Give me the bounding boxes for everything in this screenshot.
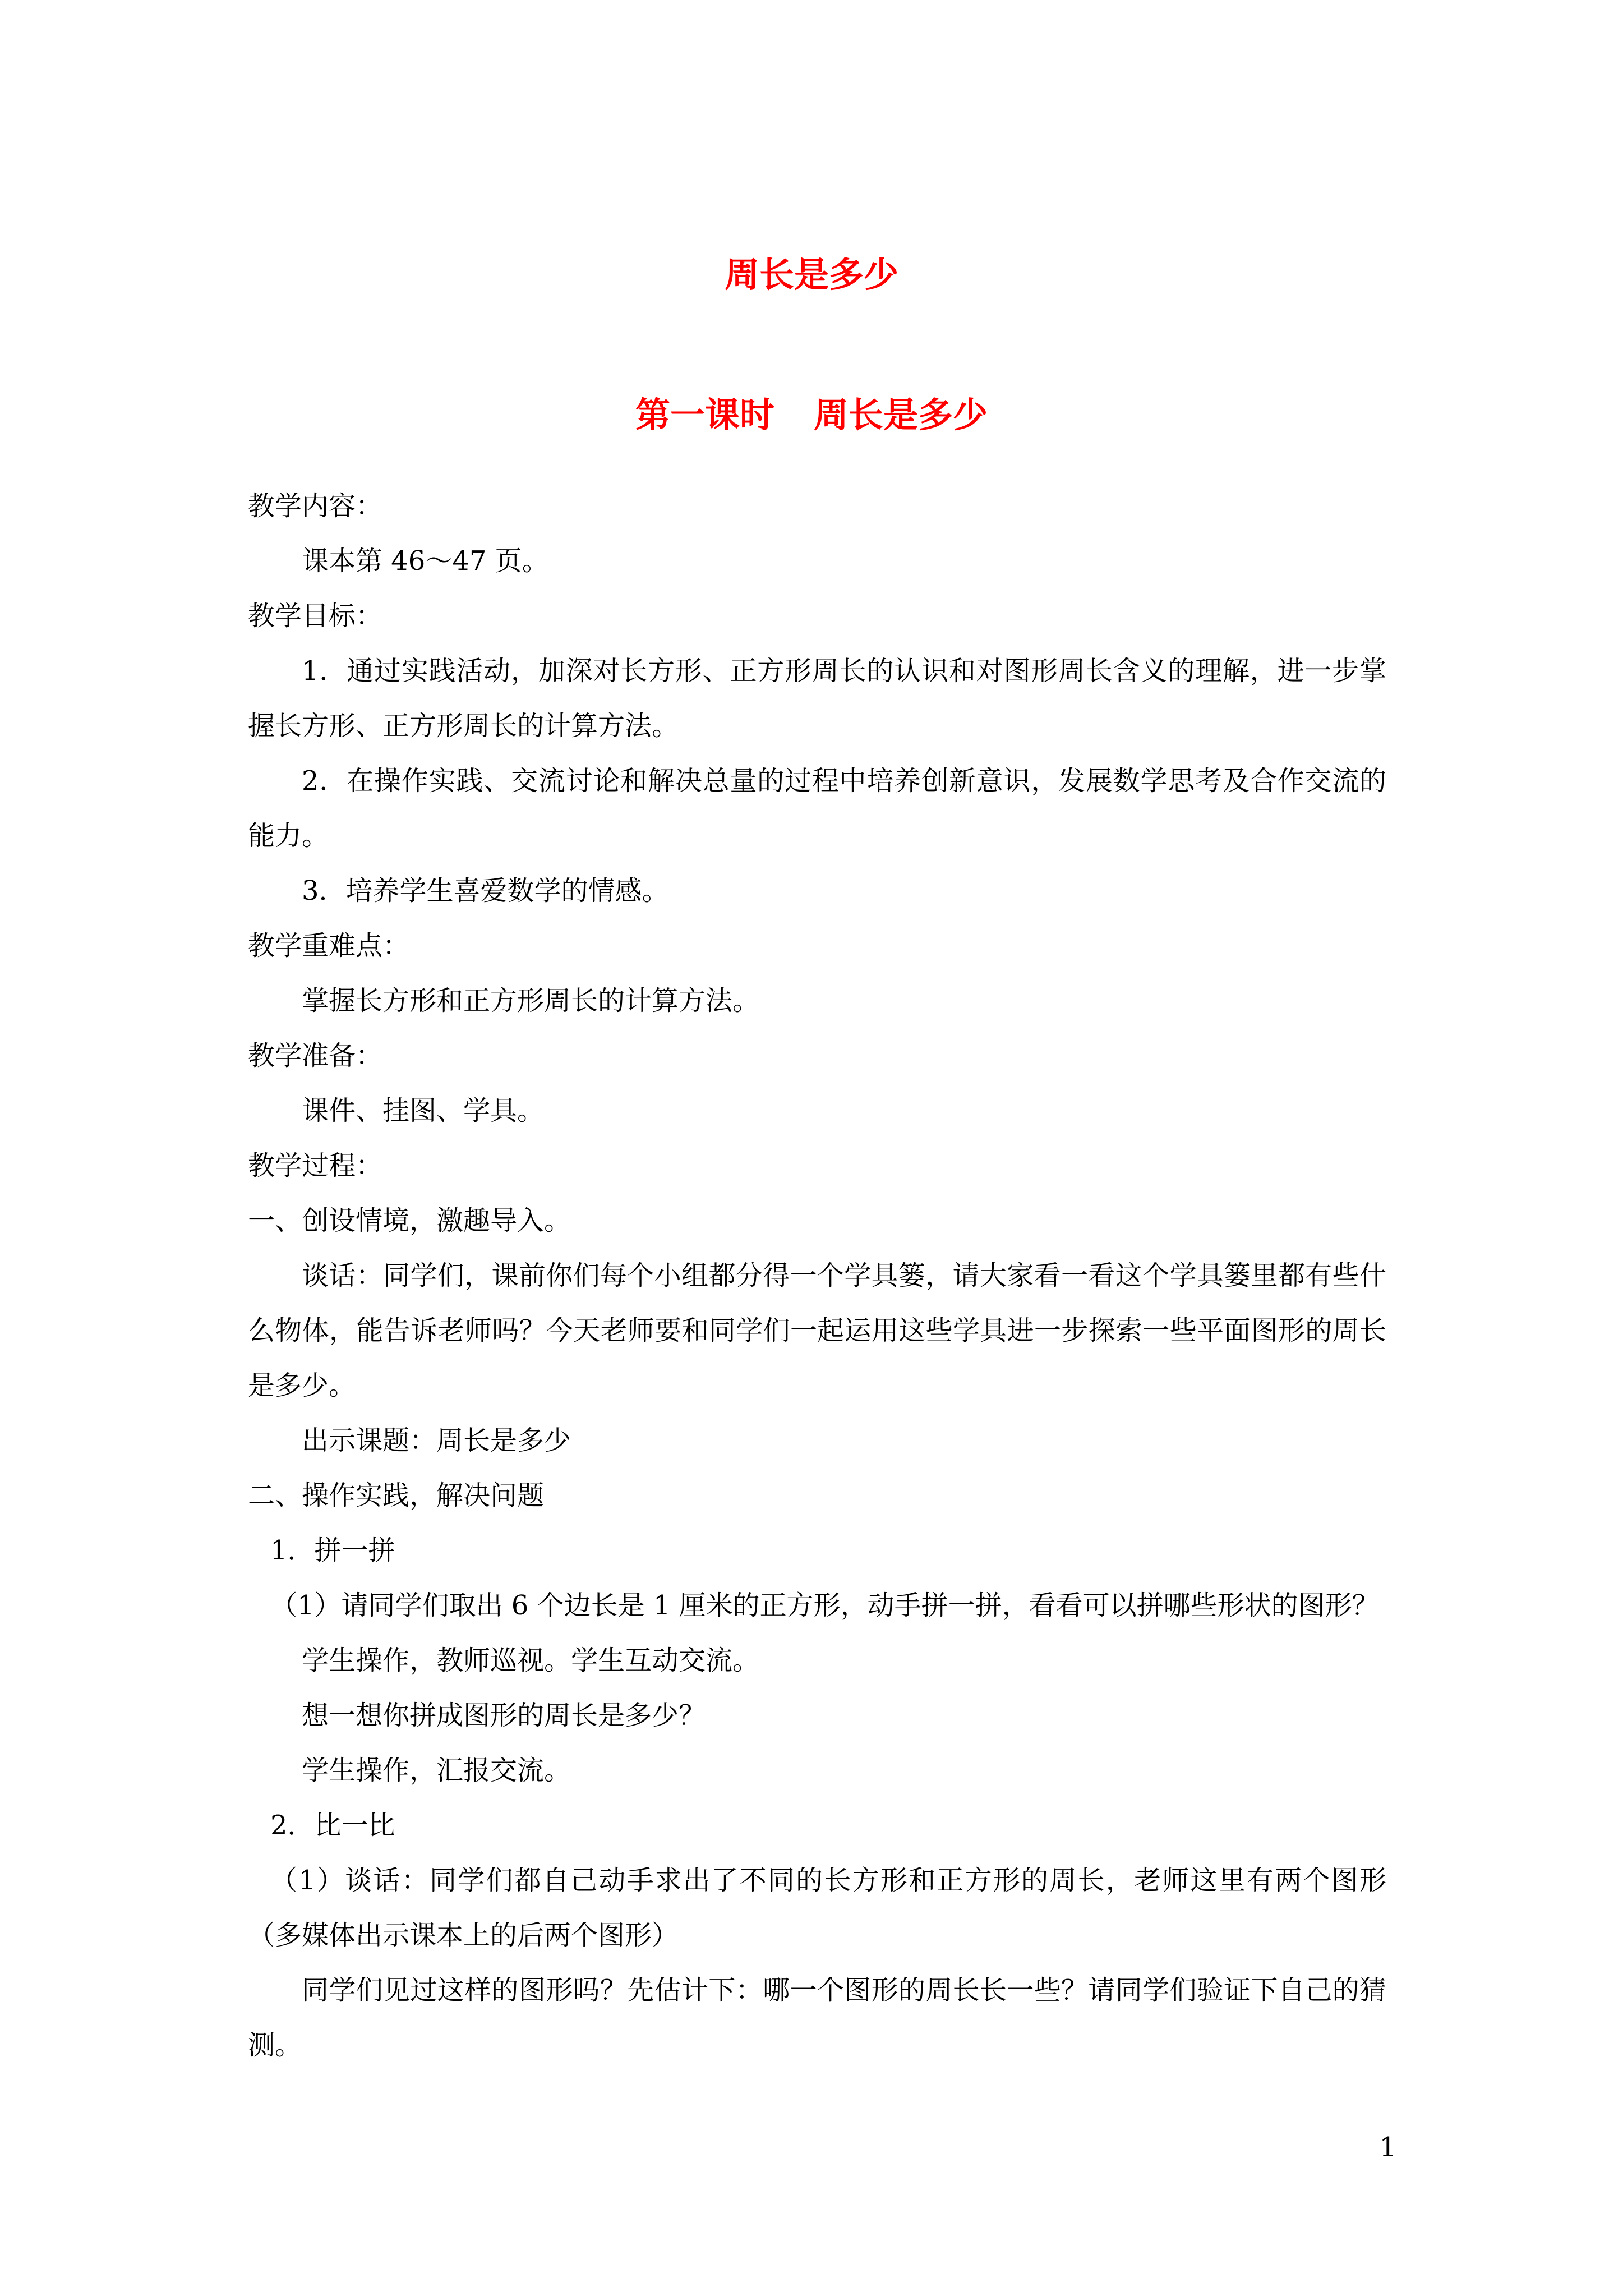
heading-key-points: 教学重难点： (248, 930, 410, 961)
paragraph: 想一想你拼成图形的周长是多少？ (302, 1700, 706, 1731)
subtitle-topic: 周长是多少 (814, 394, 988, 435)
lesson-subtitle (0, 393, 1623, 438)
paragraph: （1）请同学们取出 6 个边长是 1 厘米的正方形，动手拼一拼，看看可以拼哪些形状的图形？ (270, 1590, 1379, 1621)
paragraph: （1）谈话：同学们都自己动手求出了不同的长方形和正方形的周长，老师这里有两个图形（多媒体出示课本上的后两个图形） (248, 1865, 1386, 1951)
paragraph: 学生操作，汇报交流。 (302, 1755, 571, 1786)
section-heading: 一、创设情境，激趣导入。 (248, 1205, 571, 1236)
section-heading: 二、操作实践，解决问题 (248, 1480, 545, 1511)
step-heading: 1．拼一拼 (270, 1535, 395, 1566)
heading-process: 教学过程： (248, 1150, 383, 1181)
document-title: 周长是多少 (724, 254, 898, 295)
paragraph: 出示课题：周长是多少 (302, 1425, 571, 1456)
paragraph: 1．通过实践活动，加深对长方形、正方形周长的认识和对图形周长含义的理解，进一步掌握长方形、正方形周长的计算方法。 (248, 655, 1386, 742)
heading-objectives: 教学目标： (248, 600, 383, 632)
heading-preparation: 教学准备： (248, 1040, 383, 1071)
page-number: 1 (1379, 2132, 1396, 2163)
document-body (248, 478, 1386, 2073)
heading-content: 教学内容： (248, 490, 383, 522)
step-heading: 2．比一比 (270, 1810, 395, 1841)
paragraph: 3．培养学生喜爱数学的情感。 (302, 875, 669, 907)
paragraph: 课件、挂图、学具。 (302, 1095, 545, 1126)
paragraph: 谈话：同学们，课前你们每个小组都分得一个学具篓，请大家看一看这个学具篓里都有些什么物体，能告诉老师吗？今天老师要和同学们一起运用这些学具进一步探索一些平面图形的周长是多少。 (248, 1260, 1386, 1401)
paragraph: 课本第 46～47 页。 (302, 545, 549, 577)
paragraph: 2．在操作实践、交流讨论和解决总量的过程中培养创新意识，发展数学思考及合作交流的能力。 (248, 765, 1386, 852)
paragraph: 学生操作，教师巡视。学生互动交流。 (302, 1645, 760, 1676)
paragraph: 同学们见过这样的图形吗？先估计下：哪一个图形的周长长一些？请同学们验证下自己的猜测。 (248, 1975, 1386, 2061)
subtitle-lesson-number: 第一课时 (635, 394, 774, 435)
paragraph: 掌握长方形和正方形周长的计算方法。 (302, 985, 760, 1016)
